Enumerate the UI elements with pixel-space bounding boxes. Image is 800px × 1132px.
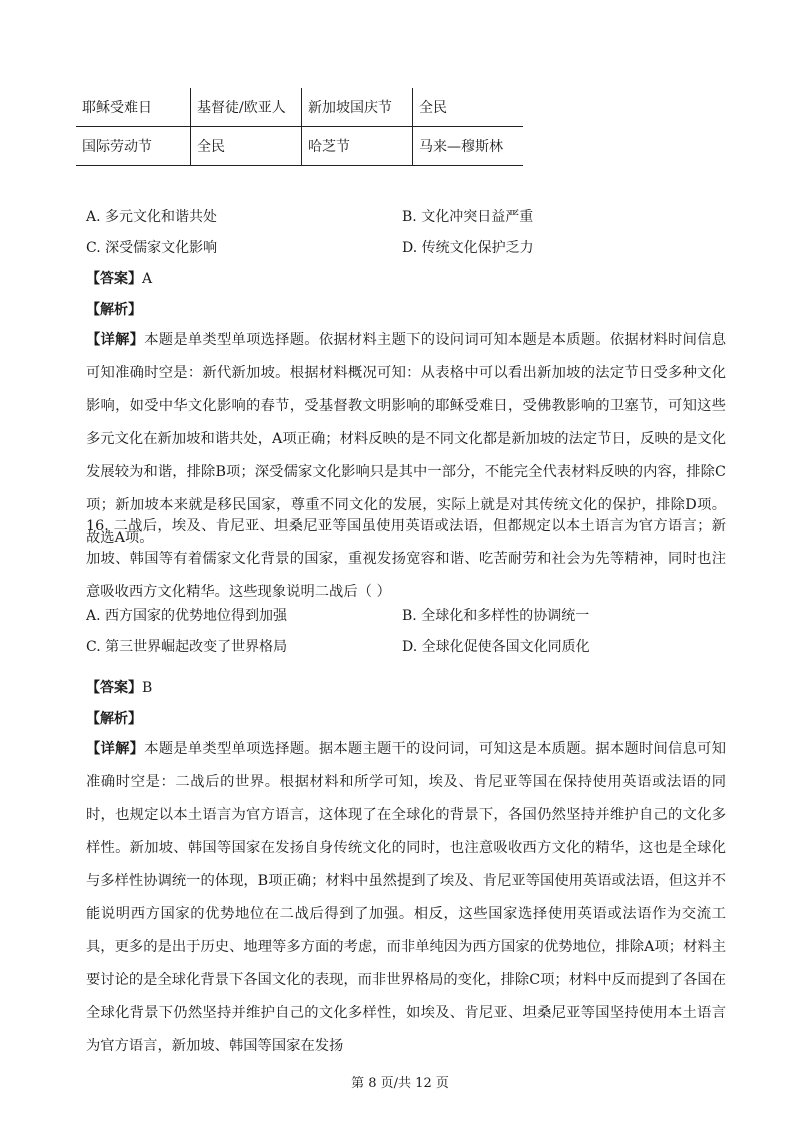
table-cell: 全民 <box>413 88 524 127</box>
answer-label: 【答案】 <box>86 680 142 696</box>
q16-stem: 16. 二战后，埃及、肯尼亚、坦桑尼亚等国虽使用英语或法语，但都规定以本土语言为官方语言；新加坡、韩国等有着儒家文化背景的国家，重视发扬宽容和谐、吃苦耐劳和社会为先等精神，同时也注意吸收西方文化精华。这些现象说明二战后（ ） <box>86 518 726 600</box>
page-footer: 第 8 页/共 12 页 <box>351 1076 449 1091</box>
table-cell: 基督徒/欧亚人 <box>191 88 302 127</box>
detail-text: 本题是单类型单项选择题。依据材料主题下的设问词可知本题是本质题。依据材料时间信息可知准确时空是：新代新加坡。根据材料概况可知：从表格中可以看出新加坡的法定节日受多种文化影响，如受中华文化影响的春节，受基督教文明影响的耶稣受难日，受佛教影响的卫塞节，可知这些多元文化在新加坡和谐共处，A项正确；材料反映的是不同文化都是新加坡的法定节日，反映的是文化发展较为和谐，排除B项；深受儒家文化影响只是其中一部分，不能完全代表材料反映的内容，排除C项；新加坡本来就是移民国家，尊重不同文化的发展，实际上就是对其传统文化的保护，排除D项。故选A项。 <box>86 332 727 546</box>
q15-option-c: C. 深受儒家文化影响 <box>86 240 218 256</box>
q16-detail <box>86 733 726 1063</box>
table-cell: 马来—穆斯林 <box>413 127 524 166</box>
table-cell: 哈芝节 <box>302 127 413 166</box>
q16-analysis-label: 【解析】 <box>86 711 142 727</box>
answer-value: B <box>142 680 153 696</box>
table-cell: 国际劳动节 <box>76 127 191 166</box>
q15-option-d: D. 传统文化保护乏力 <box>402 240 534 256</box>
table-cell: 耶稣受难日 <box>76 88 191 127</box>
q15-answer <box>86 269 152 289</box>
detail-label: 【详解】 <box>86 332 145 348</box>
table-row <box>76 88 523 127</box>
detail-label: 【详解】 <box>86 741 145 757</box>
q15-analysis-label: 【解析】 <box>86 302 142 318</box>
festival-table <box>76 88 523 166</box>
q15-option-b: B. 文化冲突日益严重 <box>402 209 534 225</box>
q16-option-b: B. 全球化和多样性的协调统一 <box>402 608 590 624</box>
table-cell: 全民 <box>191 127 302 166</box>
q16-answer <box>86 678 152 698</box>
q15-option-a: A. 多元文化和谐共处 <box>86 209 218 225</box>
table-cell: 新加坡国庆节 <box>302 88 413 127</box>
detail-text: 本题是单类型单项选择题。据本题主题干的设问词，可知这是本质题。据本题时间信息可知准确时空是：二战后的世界。根据材料和所学可知，埃及、肯尼亚等国在保持使用英语或法语的同时，也规定以本土语言为官方语言，这体现了在全球化的背景下，各国仍然坚持并维护自己的文化多样性。新加坡、韩国等国家在发扬自身传统文化的同时，也注意吸收西方文化的精华，这也是全球化与多样性协调统一的体现，B项正确；材料中虽然提到了埃及、肯尼亚等国使用英语或法语，但这并不能说明西方国家的优势地位在二战后得到了加强。相反，这些国家选择使用英语或法语作为交流工具，更多的是出于历史、地理等多方面的考虑，而非单纯因为西方国家的优势地位，排除A项；材料主要讨论的是全球化背景下各国文化的表现，而非世界格局的变化，排除C项；材料中反而提到了各国在全球化背景下仍然坚持并维护自己的文化多样性，如埃及、肯尼亚、坦桑尼亚等国坚持使用本土语言为官方语言，新加坡、韩国等国家在发扬 <box>86 741 727 1054</box>
q16-option-c: C. 第三世界崛起改变了世界格局 <box>86 639 288 655</box>
q16-option-a: A. 西方国家的优势地位得到加强 <box>86 608 288 624</box>
q16-option-d: D. 全球化促使各国文化同质化 <box>402 639 590 655</box>
answer-label: 【答案】 <box>86 271 142 287</box>
answer-value: A <box>142 271 153 287</box>
table-row <box>76 127 523 166</box>
